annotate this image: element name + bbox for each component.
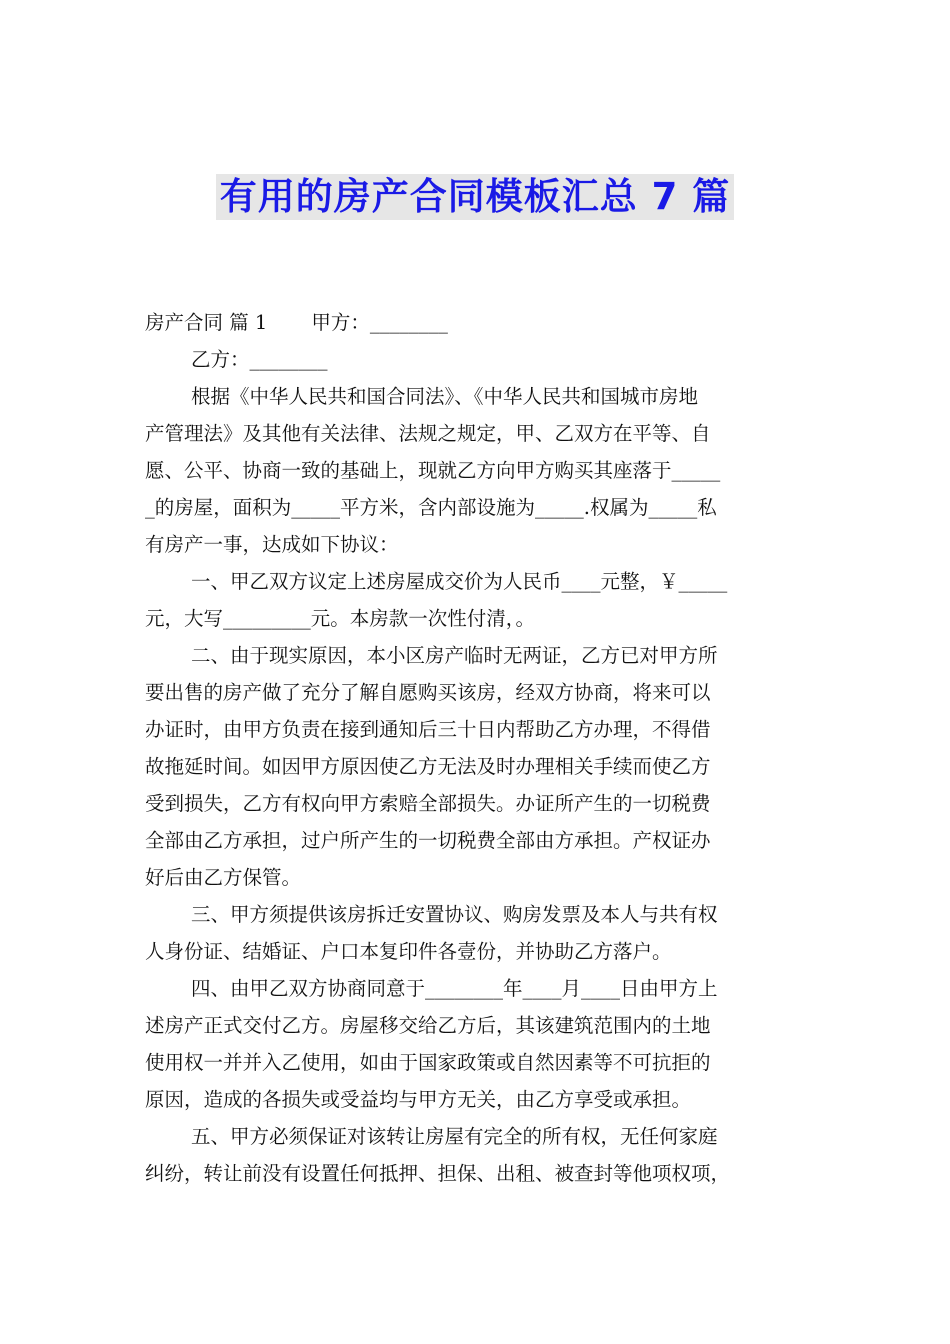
section-heading: 房产合同 篇 1 (145, 311, 268, 334)
paragraph-line: _的房屋，面积为_____平方米，含内部设施为_____.权属为_____私 (145, 496, 717, 519)
paragraph-line: 受到损失，乙方有权向甲方索赔全部损失。办证所产生的一切税费 (145, 792, 711, 815)
paragraph-line: 二、由于现实原因，本小区房产临时无两证，乙方已对甲方所 (191, 644, 718, 667)
paragraph-line: 好后由乙方保管。 (145, 866, 302, 889)
paragraph-line: 乙方：________ (191, 348, 328, 371)
party-a-field: 甲方：________ (311, 311, 448, 334)
paragraph-line: 四、由甲乙双方协商同意于________年____月____日由甲方上 (191, 977, 718, 1000)
paragraph-line (145, 304, 809, 341)
paragraph-line: 全部由乙方承担，过户所产生的一切税费全部由方承担。产权证办 (145, 829, 711, 852)
paragraph-line: 原因，造成的各损失或受益均与甲方无关，由乙方享受或承担。 (145, 1088, 692, 1111)
paragraph-line: 愿、公平、协商一致的基础上，现就乙方向甲方购买其座落于_____ (145, 459, 721, 482)
document-title: 有用的房产合同模板汇总 7 篇 (216, 174, 735, 220)
title-container (0, 174, 950, 220)
paragraph-line: 五、甲方必须保证对该转让房屋有完全的所有权，无任何家庭 (191, 1125, 718, 1148)
document-body (145, 304, 809, 1192)
paragraph-line: 办证时，由甲方负责在接到通知后三十日内帮助乙方办理，不得借 (145, 718, 711, 741)
paragraph-line: 元，大写_________元。本房款一次性付清，。 (145, 607, 536, 630)
paragraph-line: 一、甲乙双方议定上述房屋成交价为人民币____元整，￥_____ (191, 570, 728, 593)
paragraph-line: 使用权一并并入乙使用，如由于国家政策或自然因素等不可抗拒的 (145, 1051, 711, 1074)
paragraph-line: 故拖延时间。如因甲方原因使乙方无法及时办理相关手续而使乙方 (145, 755, 711, 778)
paragraph-line: 人身份证、结婚证、户口本复印件各壹份，并协助乙方落户。 (145, 940, 672, 963)
paragraph-line: 三、甲方须提供该房拆迁安置协议、购房发票及本人与共有权 (191, 903, 718, 926)
paragraph-line: 有房产一事，达成如下协议： (145, 533, 399, 556)
paragraph-line: 要出售的房产做了充分了解自愿购买该房，经双方协商，将来可以 (145, 681, 711, 704)
paragraph-line: 根据《中华人民共和国合同法》、《中华人民共和国城市房地 (191, 385, 699, 408)
paragraph-line: 述房产正式交付乙方。房屋移交给乙方后，其该建筑范围内的土地 (145, 1014, 711, 1037)
paragraph-line: 产管理法》及其他有关法律、法规之规定，甲、乙双方在平等、自 (145, 422, 711, 445)
paragraph-line: 纠纷，转让前没有设置任何抵押、担保、出租、被查封等他项权项， (145, 1162, 731, 1185)
